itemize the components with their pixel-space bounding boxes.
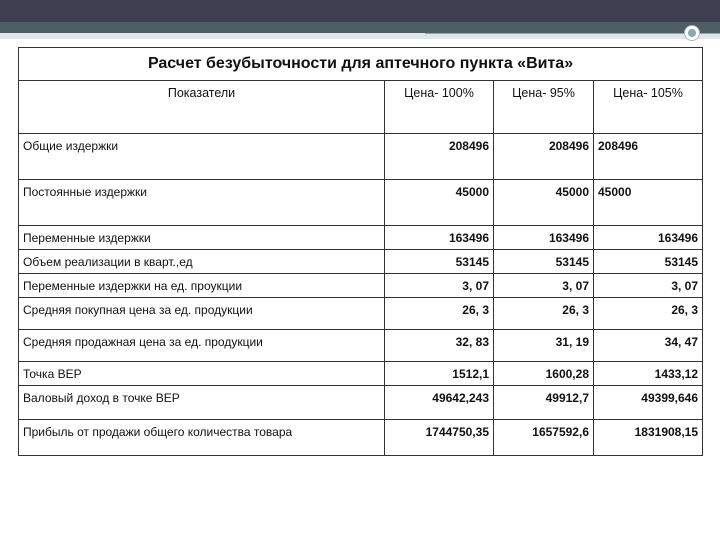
cell-price-105: 45000 (594, 180, 703, 226)
row-label: Точка ВЕР (19, 362, 385, 386)
header-indicators: Показатели (19, 81, 385, 134)
table-row (19, 298, 703, 330)
row-label: Валовый доход в точке ВЕР (19, 386, 385, 420)
table-row (19, 250, 703, 274)
cell-price-105: 26, 3 (594, 298, 703, 330)
cell-price-105: 163496 (594, 226, 703, 250)
row-label: Объем реализации в кварт.,ед (19, 250, 385, 274)
cell-price-100: 1744750,35 (385, 420, 494, 456)
cell-price-105: 3, 07 (594, 274, 703, 298)
cell-price-100: 53145 (385, 250, 494, 274)
cell-price-100: 26, 3 (385, 298, 494, 330)
cell-price-100: 1512,1 (385, 362, 494, 386)
cell-price-95: 208496 (494, 134, 594, 180)
circle-bullet-icon (684, 25, 700, 41)
cell-price-95: 49912,7 (494, 386, 594, 420)
cell-price-95: 163496 (494, 226, 594, 250)
table-row (19, 362, 703, 386)
slide-header-bar (0, 0, 720, 22)
cell-price-100: 3, 07 (385, 274, 494, 298)
table-title: Расчет безубыточности для аптечного пункта «Вита» (19, 48, 703, 81)
table-row (19, 134, 703, 180)
table-row (19, 386, 703, 420)
accent-line (425, 33, 720, 34)
header-price-105: Цена- 105% (594, 81, 703, 134)
cell-price-100: 163496 (385, 226, 494, 250)
table-row (19, 274, 703, 298)
cell-price-95: 3, 07 (494, 274, 594, 298)
row-label: Средняя продажная цена за ед. продукции (19, 330, 385, 362)
row-label: Постоянные издержки (19, 180, 385, 226)
table-title-row (19, 48, 703, 81)
cell-price-105: 1433,12 (594, 362, 703, 386)
cell-price-105: 53145 (594, 250, 703, 274)
slide-header-stripe (0, 22, 720, 33)
cell-price-95: 53145 (494, 250, 594, 274)
row-label: Средняя покупная цена за ед. продукции (19, 298, 385, 330)
table-row (19, 226, 703, 250)
table-header-row (19, 81, 703, 134)
cell-price-95: 45000 (494, 180, 594, 226)
cell-price-100: 208496 (385, 134, 494, 180)
row-label: Переменные издержки на ед. проукции (19, 274, 385, 298)
cell-price-100: 32, 83 (385, 330, 494, 362)
cell-price-95: 1600,28 (494, 362, 594, 386)
cell-price-95: 1657592,6 (494, 420, 594, 456)
cell-price-105: 1831908,15 (594, 420, 703, 456)
cell-price-105: 208496 (594, 134, 703, 180)
table-row (19, 420, 703, 456)
table-row (19, 180, 703, 226)
cell-price-95: 26, 3 (494, 298, 594, 330)
cell-price-100: 49642,243 (385, 386, 494, 420)
header-price-95: Цена- 95% (494, 81, 594, 134)
breakeven-table (18, 47, 703, 456)
cell-price-105: 49399,646 (594, 386, 703, 420)
table-row (19, 330, 703, 362)
row-label: Переменные издержки (19, 226, 385, 250)
row-label: Общие издержки (19, 134, 385, 180)
header-price-100: Цена- 100% (385, 81, 494, 134)
cell-price-95: 31, 19 (494, 330, 594, 362)
cell-price-105: 34, 47 (594, 330, 703, 362)
row-label: Прибыль от продажи общего количества товара (19, 420, 385, 456)
cell-price-100: 45000 (385, 180, 494, 226)
